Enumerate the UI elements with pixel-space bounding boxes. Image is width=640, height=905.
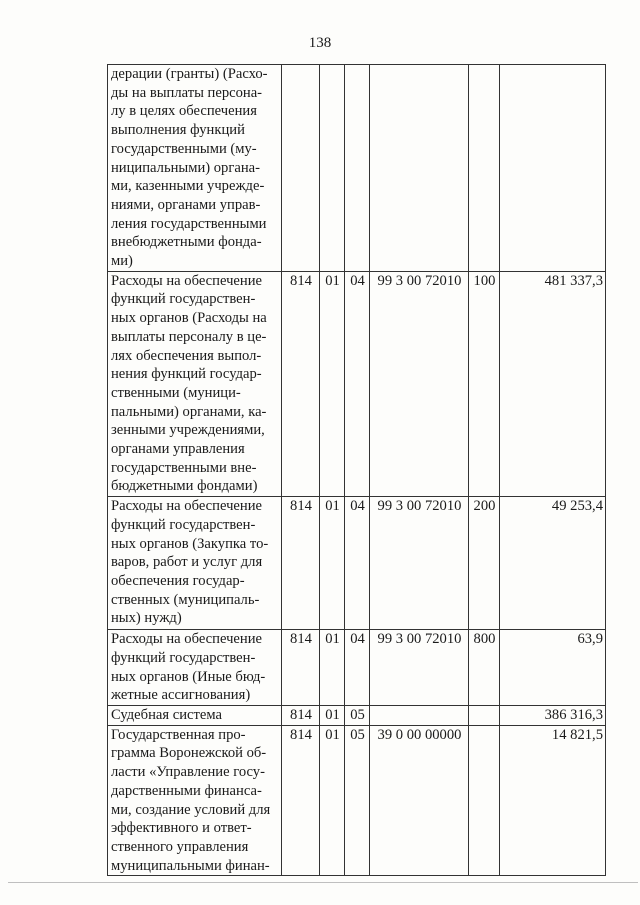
row-rz-cell: 01 bbox=[320, 705, 345, 725]
row-ved-cell: 814 bbox=[282, 497, 320, 630]
row-vr-cell bbox=[469, 705, 500, 725]
row-name-cell: дерации (гранты) (Расхо- ды на выплаты персона- лу в целях обеспечения выполнения функций государственными (му- ниципальными) органа- ми, казенными учрежде- ниями, органами управ- ления государственными внебюджетными фонда- ми) bbox=[108, 65, 282, 272]
row-ved-cell bbox=[282, 65, 320, 272]
row-vr-cell: 100 bbox=[469, 271, 500, 496]
row-csr-cell: 99 3 00 72010 bbox=[370, 497, 469, 630]
row-name-cell: Расходы на обеспечение функций государствен- ных органов (Иные бюд- жетные ассигнования) bbox=[108, 630, 282, 706]
row-ved-cell: 814 bbox=[282, 271, 320, 496]
row-rz-cell: 01 bbox=[320, 725, 345, 876]
row-csr-cell: 39 0 00 00000 bbox=[370, 725, 469, 876]
row-csr-cell bbox=[370, 65, 469, 272]
row-sum-cell: 63,9 bbox=[500, 630, 606, 706]
row-rz-cell bbox=[320, 65, 345, 272]
budget-table-body bbox=[108, 65, 606, 876]
row-name-cell: Судебная система bbox=[108, 705, 282, 725]
row-sum-cell bbox=[500, 65, 606, 272]
table-row bbox=[108, 705, 606, 725]
page-number: 138 bbox=[308, 35, 332, 51]
row-csr-cell: 99 3 00 72010 bbox=[370, 630, 469, 706]
row-pr-cell: 04 bbox=[345, 497, 370, 630]
row-pr-cell bbox=[345, 65, 370, 272]
table-row bbox=[108, 630, 606, 706]
row-vr-cell bbox=[469, 65, 500, 272]
page-bottom-rule bbox=[8, 882, 638, 883]
row-pr-cell: 04 bbox=[345, 630, 370, 706]
row-name-cell: Расходы на обеспечение функций государствен- ных органов (Расходы на выплаты персоналу в це- лях обеспечения выпол- нения функций государ- ственными (муници- пальными) органами, ка- зенными учреждениями, органами управления государственными вне- бюджетными фондами) bbox=[108, 271, 282, 496]
row-rz-cell: 01 bbox=[320, 271, 345, 496]
row-vr-cell: 800 bbox=[469, 630, 500, 706]
row-rz-cell: 01 bbox=[320, 630, 345, 706]
row-ved-cell: 814 bbox=[282, 725, 320, 876]
row-vr-cell bbox=[469, 725, 500, 876]
row-sum-cell: 14 821,5 bbox=[500, 725, 606, 876]
row-ved-cell: 814 bbox=[282, 705, 320, 725]
table-row bbox=[108, 65, 606, 272]
table-row bbox=[108, 497, 606, 630]
row-pr-cell: 04 bbox=[345, 271, 370, 496]
row-ved-cell: 814 bbox=[282, 630, 320, 706]
budget-table bbox=[107, 64, 606, 876]
row-pr-cell: 05 bbox=[345, 725, 370, 876]
row-name-cell: Расходы на обеспечение функций государствен- ных органов (Закупка то- варов, работ и услуг для обеспечения государ- ственных (муниципаль- ных) нужд) bbox=[108, 497, 282, 630]
row-sum-cell: 386 316,3 bbox=[500, 705, 606, 725]
row-csr-cell bbox=[370, 705, 469, 725]
table-row bbox=[108, 271, 606, 496]
row-csr-cell: 99 3 00 72010 bbox=[370, 271, 469, 496]
row-sum-cell: 49 253,4 bbox=[500, 497, 606, 630]
row-vr-cell: 200 bbox=[469, 497, 500, 630]
row-pr-cell: 05 bbox=[345, 705, 370, 725]
row-name-cell: Государственная про- грамма Воронежской об- ласти «Управление госу- дарственными финанса- ми, создание условий для эффективного и ответ- ственного управления муниципальными финан- bbox=[108, 725, 282, 876]
row-rz-cell: 01 bbox=[320, 497, 345, 630]
row-sum-cell: 481 337,3 bbox=[500, 271, 606, 496]
table-row bbox=[108, 725, 606, 876]
